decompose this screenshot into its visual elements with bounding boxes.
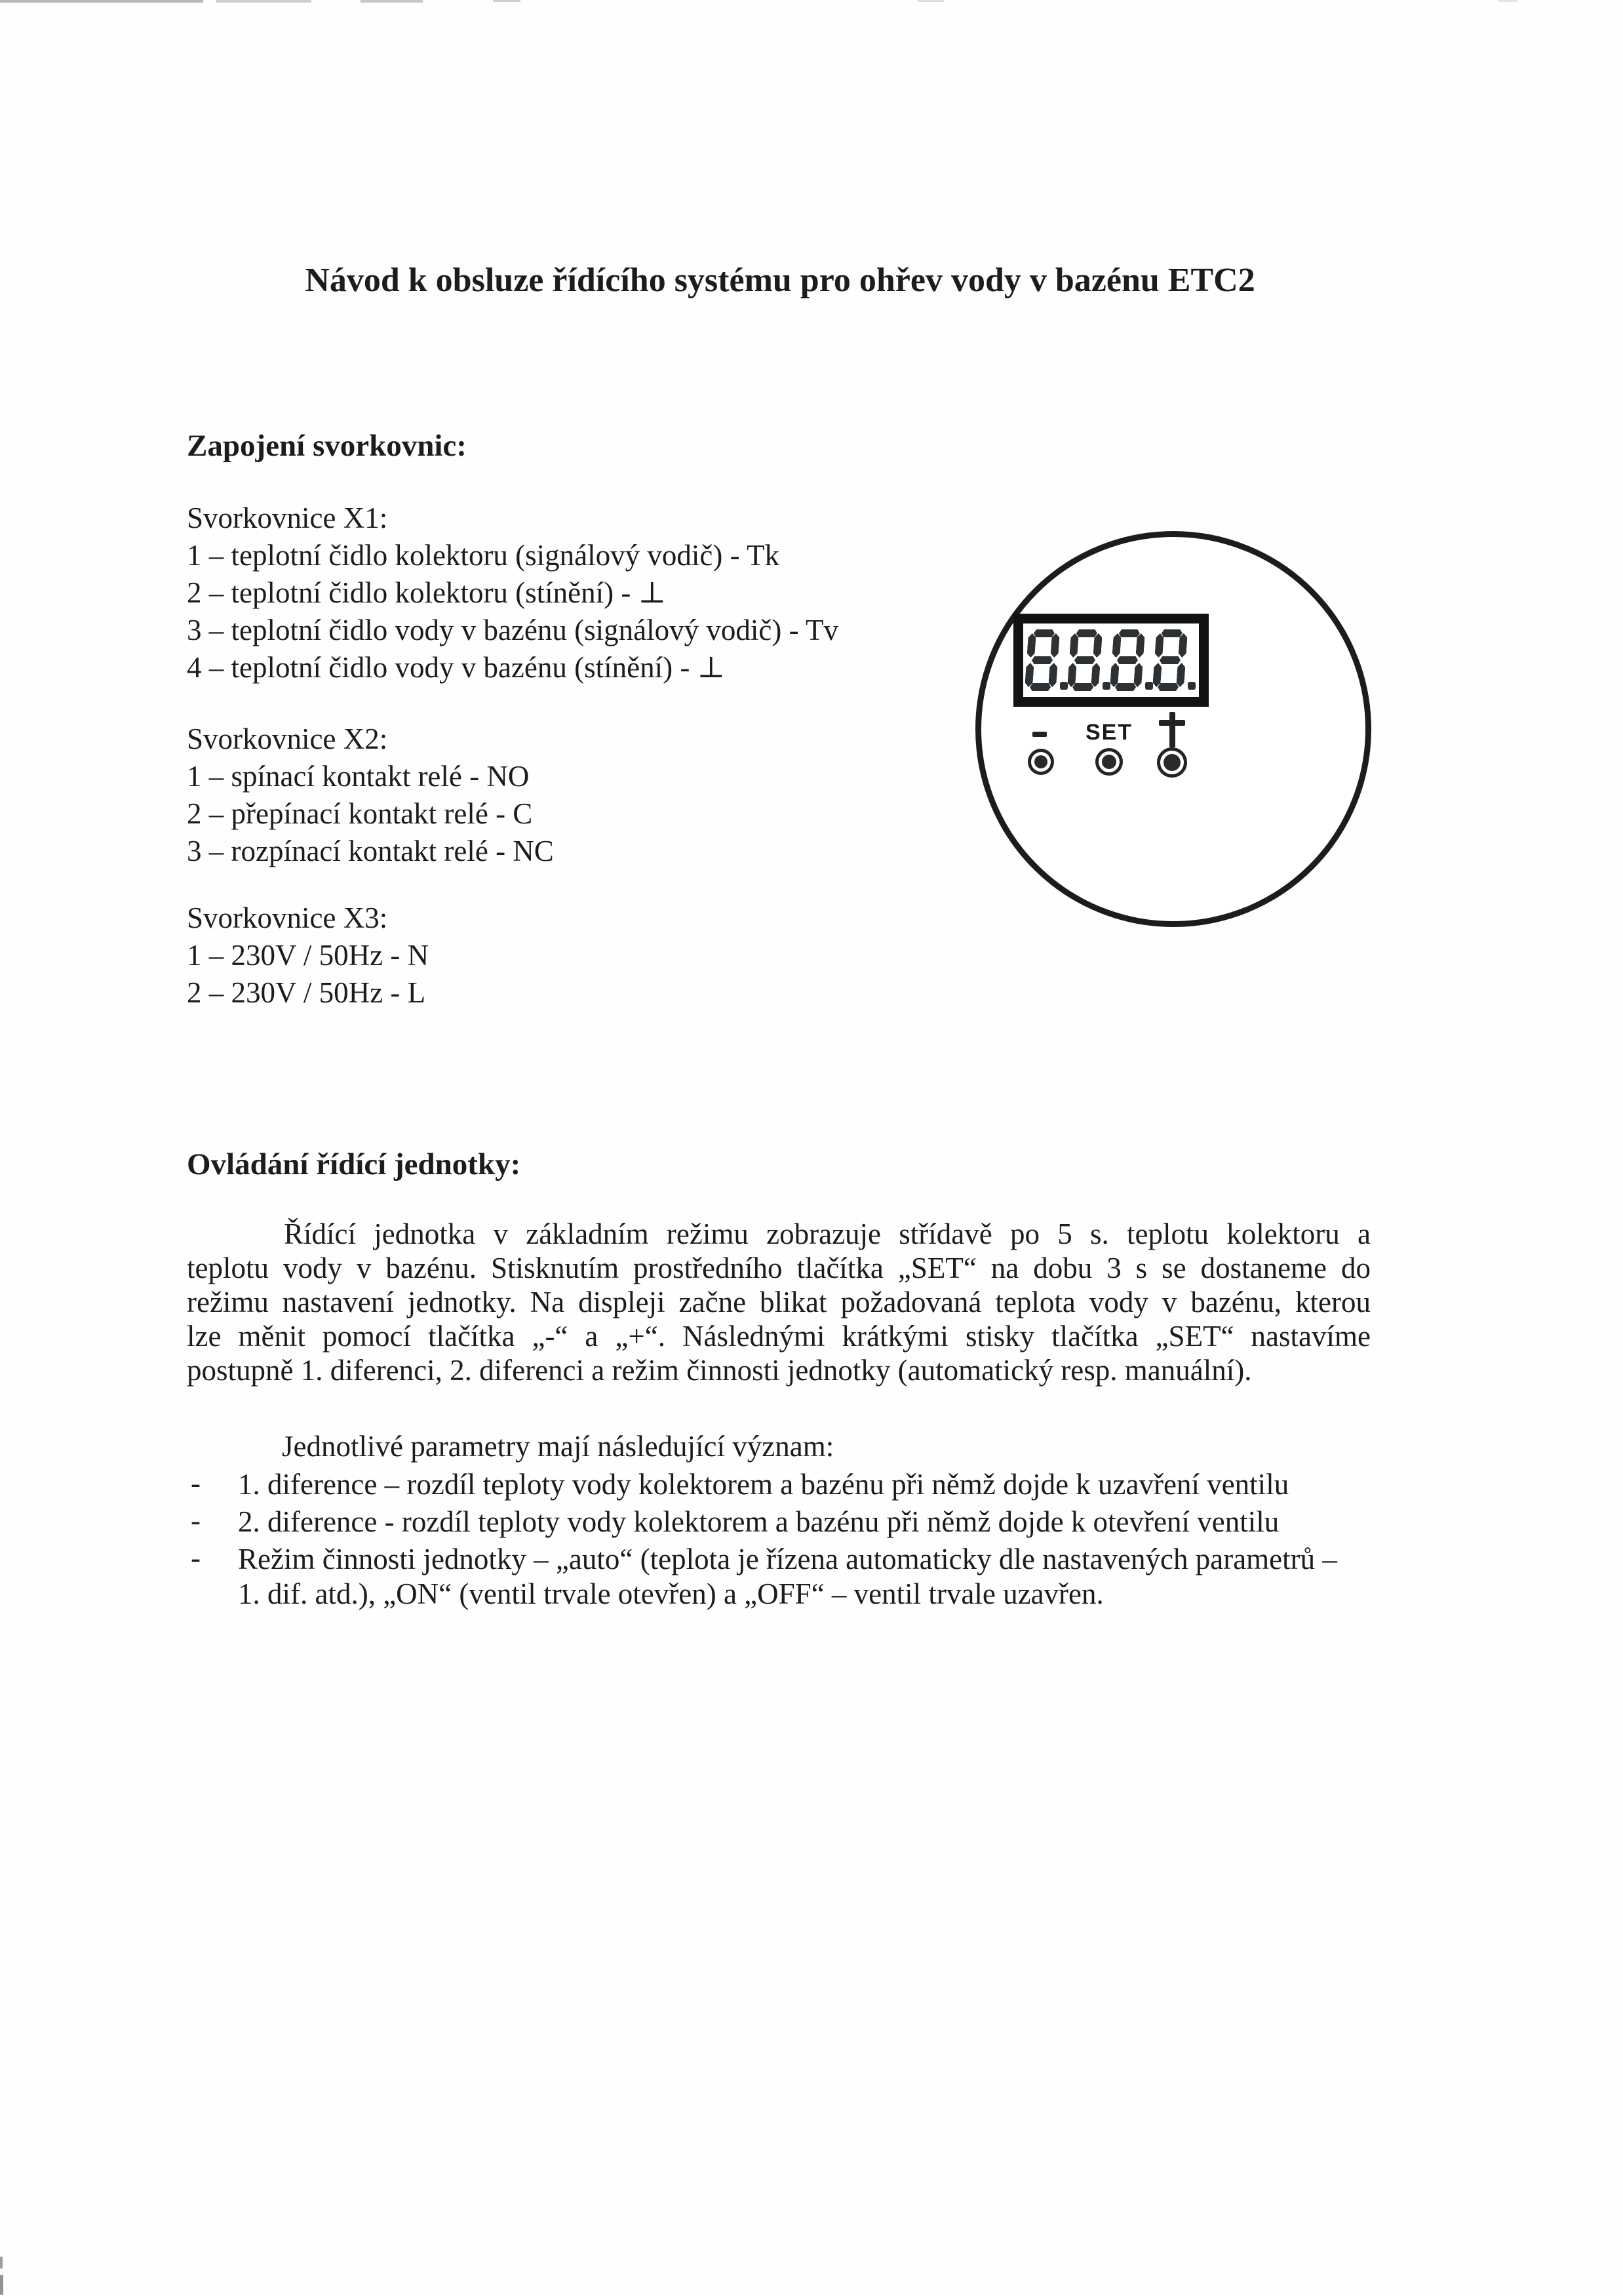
terminal-block-x3 <box>187 900 429 1012</box>
document-title: Návod k obsluze řídícího systému pro ohřev vody v bazénu ETC2 <box>305 262 1255 299</box>
terminal-item: 1 – teplotní čidlo kolektoru (signálový vodič) - Tk <box>187 539 780 572</box>
set-button-dot <box>1102 755 1116 769</box>
terminal-block-x2 <box>187 721 554 870</box>
list-item <box>187 1505 1360 1539</box>
display-digit <box>1069 629 1110 691</box>
paragraph-line: lze měnit pomocí tlačítka „-“ a „+“. Následnými krátkými stisky tlačítka „SET“ nastavíme <box>187 1320 1371 1353</box>
terminal-block-x3-heading: Svorkovnice X3: <box>187 901 388 934</box>
control-unit-diagram <box>975 531 1371 927</box>
scan-artifact-top <box>0 0 203 3</box>
minus-icon <box>1032 732 1047 737</box>
scan-artifact-top <box>493 0 520 2</box>
operation-section-heading: Ovládání řídící jednotky: <box>187 1147 521 1181</box>
list-item-text: Režim činnosti jednotky – „auto“ (teplota je řízena automaticky dle nastavených parametrů – 1. dif. atd.), „ON“ (ventil trvale otevřen) a „OFF“ – ventil trvale uzavřen. <box>238 1543 1337 1610</box>
list-item-text: 1. diference – rozdíl teploty vody kolektorem a bazénu při němž dojde k uzavření ventilu <box>238 1468 1289 1501</box>
operation-paragraph <box>187 1217 1371 1387</box>
scan-artifact-bottom <box>0 2275 3 2295</box>
scan-artifact-top <box>216 0 311 3</box>
terminal-block-x1 <box>187 500 838 686</box>
minus-button-dot <box>1034 755 1047 768</box>
scan-artifact-top <box>918 0 944 2</box>
scan-artifact-bottom <box>0 2257 3 2268</box>
terminal-item: 2 – teplotní čidlo kolektoru (stínění) - ⊥ <box>187 576 666 609</box>
parameters-intro: Jednotlivé parametry mají následující význam: <box>282 1430 834 1463</box>
terminal-block-x2-heading: Svorkovnice X2: <box>187 722 388 755</box>
display-digit <box>1112 629 1153 691</box>
terminal-block-x1-heading: Svorkovnice X1: <box>187 502 388 534</box>
bullet-marker: - <box>191 1504 201 1537</box>
scan-artifact-top <box>1498 0 1517 2</box>
plus-button <box>1157 747 1187 778</box>
paragraph-line: teplotu vody v bazénu. Stisknutím prostředního tlačítka „SET“ na dobu 3 s se dostaneme do <box>187 1252 1371 1284</box>
plus-icon <box>1159 720 1185 726</box>
list-item-text: 2. diference - rozdíl teploty vody kolektorem a bazénu při němž dojde k otevření ventilu <box>238 1505 1280 1538</box>
terminal-item: 3 – rozpínací kontakt relé - NC <box>187 835 554 867</box>
wiring-section-heading: Zapojení svorkovnic: <box>187 429 467 463</box>
bullet-marker: - <box>191 1467 201 1499</box>
paragraph-line: režimu nastavení jednotky. Na displeji začne blikat požadovaná teplota vody v bazénu, kterou <box>187 1286 1371 1318</box>
terminal-item: 1 – 230V / 50Hz - N <box>187 939 429 972</box>
parameters-list <box>187 1467 1360 1614</box>
list-item <box>187 1467 1360 1502</box>
set-button <box>1095 748 1123 776</box>
display-digit <box>1154 629 1196 691</box>
scan-artifact-top <box>361 0 423 3</box>
plus-icon <box>1169 712 1175 747</box>
paragraph-line: Řídící jednotka v základním režimu zobrazuje střídavě po 5 s. teplotu kolektoru a <box>284 1217 1371 1250</box>
list-item <box>187 1542 1360 1612</box>
set-button-label: SET <box>1085 720 1133 745</box>
bullet-marker: - <box>191 1541 201 1574</box>
terminal-item: 3 – teplotní čidlo vody v bazénu (signálový vodič) - Tv <box>187 614 838 646</box>
terminal-item: 2 – přepínací kontakt relé - C <box>187 797 533 830</box>
display-digit <box>1027 629 1068 691</box>
minus-button <box>1028 749 1054 775</box>
terminal-item: 1 – spínací kontakt relé - NO <box>187 760 530 793</box>
terminal-item: 4 – teplotní čidlo vody v bazénu (stínění) - ⊥ <box>187 651 725 684</box>
decimal-point <box>1188 682 1196 690</box>
seven-segment-display <box>1013 614 1209 707</box>
plus-button-dot <box>1163 754 1181 771</box>
terminal-item: 2 – 230V / 50Hz - L <box>187 976 426 1009</box>
paragraph-line: postupně 1. diferenci, 2. diferenci a režim činnosti jednotky (automatický resp. manuální). <box>187 1354 1252 1387</box>
